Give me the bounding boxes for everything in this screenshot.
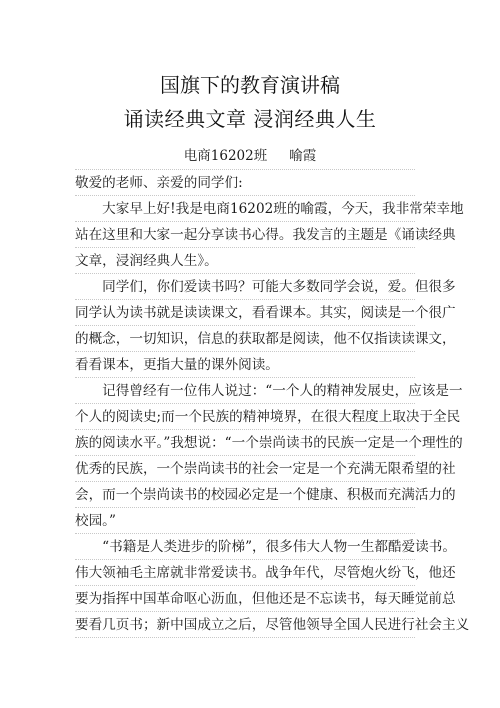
text-line: 要看几页书；新中国成立之后，尽管他领导全国人民进行社会主义 <box>75 612 415 638</box>
document-title: 国旗下的教育演讲稿 <box>160 73 340 97</box>
text-line: 看看课本，更指大量的课外阅读。 <box>75 352 415 378</box>
text-line: 优秀的民族，一个崇尚读书的社会一定是一个充满无限希望的社 <box>75 456 415 482</box>
document-subtitle: 诵读经典文章 浸润经典人生 <box>123 107 377 131</box>
text-line: 校园。” <box>75 508 415 534</box>
text-line: 的概念，一切知识，信息的获取都是阅读，他不仅指读读课文， <box>75 326 415 352</box>
class-name: 电商16202班 <box>183 148 268 164</box>
text-line: 族的阅读水平。”我想说：“一个崇尚读书的民族一定是一个理性的 <box>75 430 415 456</box>
byline <box>0 146 500 166</box>
text-line: 要为指挥中国革命呕心沥血，但他还是不忘读书，每天睡觉前总 <box>75 586 415 612</box>
text-line: 个人的阅读史;而一个民族的精神境界，在很大程度上取决于全民 <box>75 404 415 430</box>
author-name: 喻霞 <box>289 148 317 164</box>
text-line: 同学认为读书就是读读课文，看看课本。其实，阅读是一个很广 <box>75 300 415 326</box>
text-line: 伟大领袖毛主席就非常爱读书。战争年代，尽管炮火纷飞，他还 <box>75 560 415 586</box>
speech-body <box>75 169 470 638</box>
text-line: 敬爱的老师、亲爱的同学们: <box>75 170 415 196</box>
text-line: 会，而一个崇尚读书的校园必定是一个健康、积极而充满活力的 <box>75 482 415 508</box>
text-line: 站在这里和大家一起分享读书心得。我发言的主题是《诵读经典 <box>75 222 415 248</box>
text-line: 大家早上好!我是电商16202班的喻霞，今天，我非常荣幸地 <box>75 196 415 222</box>
text-line: “书籍是人类进步的阶梯”，很多伟大人物一生都酷爱读书。 <box>75 534 415 560</box>
text-line: 记得曾经有一位伟人说过：“一个人的精神发展史，应该是一 <box>75 378 415 404</box>
text-line: 同学们，你们爱读书吗？可能大多数同学会说，爱。但很多 <box>75 274 415 300</box>
text-line: 文章，浸润经典人生》。 <box>75 248 415 274</box>
